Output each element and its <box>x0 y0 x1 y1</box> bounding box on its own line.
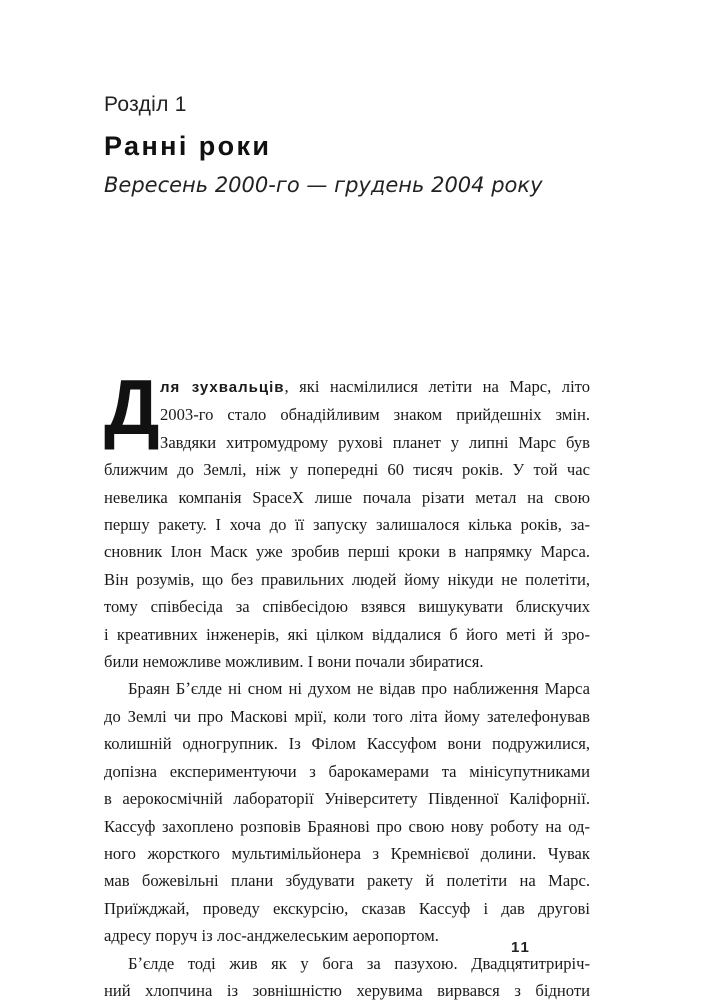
text-line: невелика компанія SpaceX лише почала різати метал на свою <box>104 487 590 507</box>
drop-cap: Д <box>104 363 160 451</box>
text-line: і креативних інженерів, які цілком віддалися б його меті й зро- <box>104 624 590 644</box>
text-line: тому співбесіда за співбесідою взявся вишукувати блискучих <box>104 597 590 617</box>
text-line: першу ракету. І хоча до її запуску залишалося кілька років, за- <box>104 515 590 535</box>
text-line: ближчим до Землі, ніж у попередні 60 тисяч років. У той час <box>104 460 590 480</box>
text-line: Приїжджай, проведу екскурсію, сказав Кассуф і дав другові <box>104 898 590 918</box>
text-line: Завдяки хитромудрому рухові планет у липні Марс був <box>160 432 590 452</box>
text-line: били неможливе можливим. І вони почали збиратися. <box>104 652 484 672</box>
body-text <box>104 363 591 1004</box>
chapter-title: Ранні роки <box>104 131 272 161</box>
text-line: мав божевільні плани збудувати ракету й полетіти на Марс. <box>104 871 590 891</box>
text-line: ний хлопчина із зовнішністю херувима вирвався з бідноти <box>104 980 590 1000</box>
paragraph <box>104 675 590 949</box>
text-line: допізна експериментуючи з барокамерами та мінісупутниками <box>104 761 590 781</box>
text-line: колишній одногрупник. Із Філом Кассуфом вони подружилися, <box>104 734 590 754</box>
lead-in: ля зухвальців <box>160 379 285 396</box>
text-line: Він розумів, що без правильних людей йому нікуди не полетіти, <box>104 569 590 589</box>
page-number: 11 <box>511 939 531 956</box>
text-line: до Землі чи про Маскові мрії, коли того літа йому зателефонував <box>104 706 590 726</box>
paragraph <box>104 363 591 675</box>
text-line: 2003-го стало обнадійливим знаком прийдешніх змін. <box>160 405 590 425</box>
text-line: адресу поруч із лос-анджелеським аеропортом. <box>104 926 439 946</box>
text-line: Кассуф захоплено розповів Браянові про свою нову роботу на од- <box>104 816 590 836</box>
text-line <box>160 373 590 401</box>
chapter-label: Розділ 1 <box>104 93 187 116</box>
text-line: Бʼєлде тоді жив як у бога за пазухою. Двадцятитриріч- <box>128 953 590 973</box>
text-line: сновник Ілон Маск уже зробив перші кроки в напрямку Марса. <box>104 542 590 562</box>
text-line: в аерокосмічній лабораторії Університету Південної Каліфорнії. <box>104 789 590 809</box>
paragraph <box>104 950 590 1004</box>
text-span: , які насмілилися летіти на Марс, літо <box>284 377 591 396</box>
text-line: Браян Бʼєлде ні сном ні духом не відав про наближення Марса <box>128 679 590 699</box>
chapter-subtitle: Вересень 2000-го — грудень 2004 року <box>104 173 543 197</box>
text-line: ного жорсткого мультимільйонера з Кремнієвої долини. Чувак <box>104 843 590 863</box>
